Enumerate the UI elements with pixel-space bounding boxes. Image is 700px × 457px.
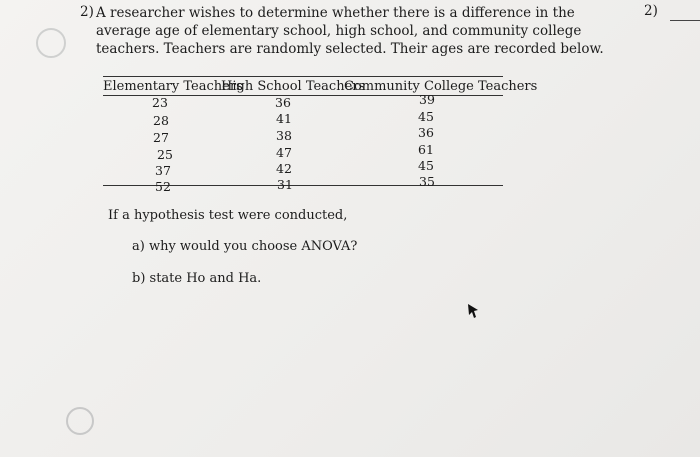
table-cell: 31 (277, 177, 293, 192)
column-header-elementary: Elementary Teachers (103, 79, 243, 94)
table-cell: 27 (153, 130, 169, 145)
table-cell: 61 (418, 142, 434, 157)
table-cell: 25 (157, 147, 173, 162)
table-cell: 36 (275, 95, 291, 110)
table-cell: 38 (276, 128, 292, 143)
table-top-rule (103, 76, 503, 77)
part-b-question: b) state Ho and Ha. (132, 271, 262, 286)
table-cell: 52 (155, 179, 171, 194)
answer-bubble-top[interactable] (36, 28, 66, 58)
hypothesis-prompt: If a hypothesis test were conducted, (108, 208, 348, 223)
answer-bubble-bottom[interactable] (66, 407, 94, 435)
side-question-number: 2) (644, 3, 658, 19)
table-cell: 28 (153, 113, 169, 128)
table-cell: 39 (419, 92, 435, 107)
column-header-community-college: Community College Teachers (344, 79, 538, 94)
table-cell: 47 (276, 145, 292, 160)
question-text: A researcher wishes to determine whether there is a difference in the average age of elementary school, high school, and community college teachers. Teachers are randomly selected. Their ages are recorded below. (96, 5, 604, 57)
question-number: 2) (80, 4, 94, 20)
column-header-high-school: High School Teachers (221, 79, 366, 94)
table-cell: 23 (152, 95, 168, 110)
answer-blank-line[interactable] (670, 20, 700, 21)
part-a-question: a) why would you choose ANOVA? (132, 239, 358, 254)
table-cell: 45 (418, 158, 434, 173)
mouse-pointer-icon (466, 302, 480, 320)
table-cell: 36 (418, 125, 434, 140)
table-cell: 37 (155, 163, 171, 178)
table-cell: 41 (276, 111, 292, 126)
table-cell: 42 (276, 161, 292, 176)
table-cell: 35 (419, 174, 435, 189)
table-cell: 45 (418, 109, 434, 124)
